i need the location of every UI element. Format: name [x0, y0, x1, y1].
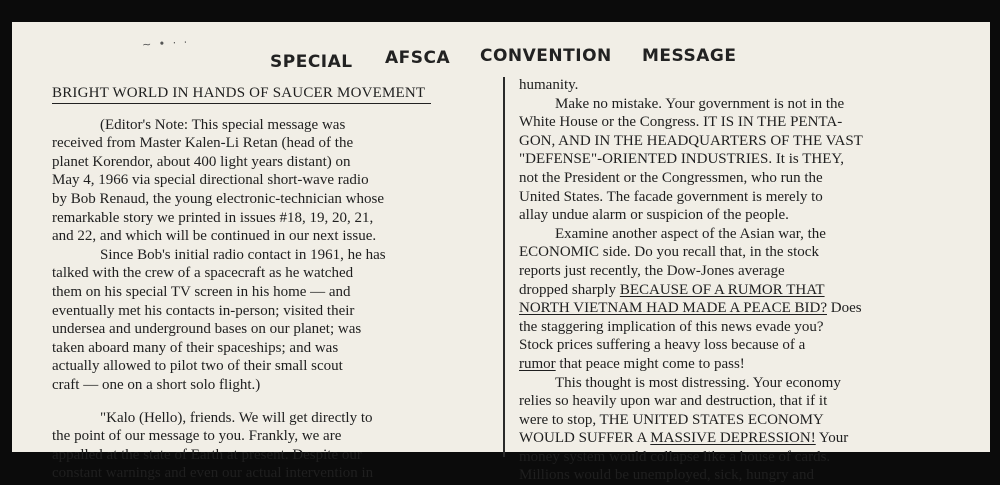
text-line: (Editor's Note: This special message was [100, 116, 346, 133]
text-line: constant warnings and even our actual intervention in [52, 465, 374, 482]
text-segment: that peace might come to pass! [555, 355, 745, 372]
text-segment: dropped sharply [519, 281, 620, 298]
text-line: "Kalo (Hello), friends. We will get directly to [100, 409, 373, 426]
text-line [519, 281, 979, 300]
text-line: appalled at the state of Earth at present. Despite our [52, 446, 362, 463]
header-word-convention: CONVENTION [480, 46, 612, 66]
left-column [52, 84, 492, 483]
underlined-text: NORTH VIETNAM HAD MADE A PEACE BID? [519, 300, 827, 317]
text-line [519, 299, 979, 318]
text-line: the staggering implication of this news evade you? [519, 318, 824, 335]
text-line: and 22, and which will be continued in our next issue. [52, 228, 377, 245]
text-line: them on his special TV screen in his home — and [52, 283, 351, 300]
text-line: United States. The facade government is merely to [519, 188, 823, 205]
text-line: were to stop, THE UNITED STATES ECONOMY [519, 411, 824, 428]
text-line: GON, AND IN THE HEADQUARTERS OF THE VAST [519, 132, 863, 149]
text-line: taken aboard many of their spaceships; and was [52, 339, 339, 356]
text-line: humanity. [519, 77, 579, 93]
header-word-afsca: AFSCA [385, 48, 451, 68]
text-line: "DEFENSE"-ORIENTED INDUSTRIES. It is THEY, [519, 151, 845, 168]
text-line: This thought is most distressing. Your economy [555, 374, 841, 391]
article-title: BRIGHT WORLD IN HANDS OF SAUCER MOVEMENT [52, 84, 431, 104]
text-segment: Your [815, 430, 849, 447]
text-line: Make no mistake. Your government is not in the [555, 95, 845, 112]
document-page [12, 22, 990, 484]
underlined-text: BECAUSE OF A RUMOR THAT [619, 281, 825, 298]
text-line: not the President or the Congressmen, who run the [519, 169, 823, 186]
text-line: Stock prices suffering a heavy loss because of a [519, 337, 806, 354]
text-line: planet Korendor, about 400 light years distant) on [52, 153, 351, 170]
text-line: eventually met his contacts in-person; visited their [52, 302, 355, 319]
text-line: Since Bob's initial radio contact in 1961, he has [100, 246, 386, 263]
underlined-text: MASSIVE DEPRESSION! [650, 430, 816, 447]
text-line: White House or the Congress. IT IS IN THE PENTA- [519, 114, 843, 131]
text-line: reports just recently, the Dow-Jones average [519, 262, 785, 279]
text-line: allay undue alarm or suspicion of the people. [519, 207, 789, 224]
header-word-special: SPECIAL [270, 52, 353, 72]
text-line: received from Master Kalen-Li Retan (head of the [52, 135, 354, 152]
text-line: the point of our message to you. Frankly, we are [52, 428, 342, 445]
text-line: actually allowed to pilot two of their small scout [52, 358, 343, 375]
text-line: talked with the crew of a spacecraft as he watched [52, 265, 354, 282]
text-line: money system would collapse like a house of cards. [519, 448, 831, 465]
text-line: Millions would be unemployed, sick, hungry and [519, 467, 814, 484]
text-line: May 4, 1966 via special directional short-wave radio [52, 172, 369, 189]
text-line: remarkable story we printed in issues #18, 19, 20, 21, [52, 209, 374, 226]
text-line: relies so heavily upon war and destruction, that if it [519, 393, 828, 410]
corner-mark: ~ • · · [141, 35, 190, 52]
text-line: craft — one on a short solo flight.) [52, 376, 261, 393]
text-line [519, 355, 979, 374]
header-word-message: MESSAGE [642, 46, 737, 66]
text-line: by Bob Renaud, the young electronic-technician whose [52, 190, 384, 207]
right-column [519, 76, 979, 485]
text-line: Examine another aspect of the Asian war, the [555, 225, 826, 242]
text-segment: Does [826, 300, 862, 317]
text-segment: WOULD SUFFER A [519, 430, 651, 447]
column-divider [503, 77, 505, 457]
text-line [519, 429, 979, 448]
text-line: ECONOMIC side. Do you recall that, in the stock [519, 244, 819, 261]
text-line: undersea and underground bases on our planet; was [52, 321, 362, 338]
underlined-text: rumor [519, 355, 556, 372]
